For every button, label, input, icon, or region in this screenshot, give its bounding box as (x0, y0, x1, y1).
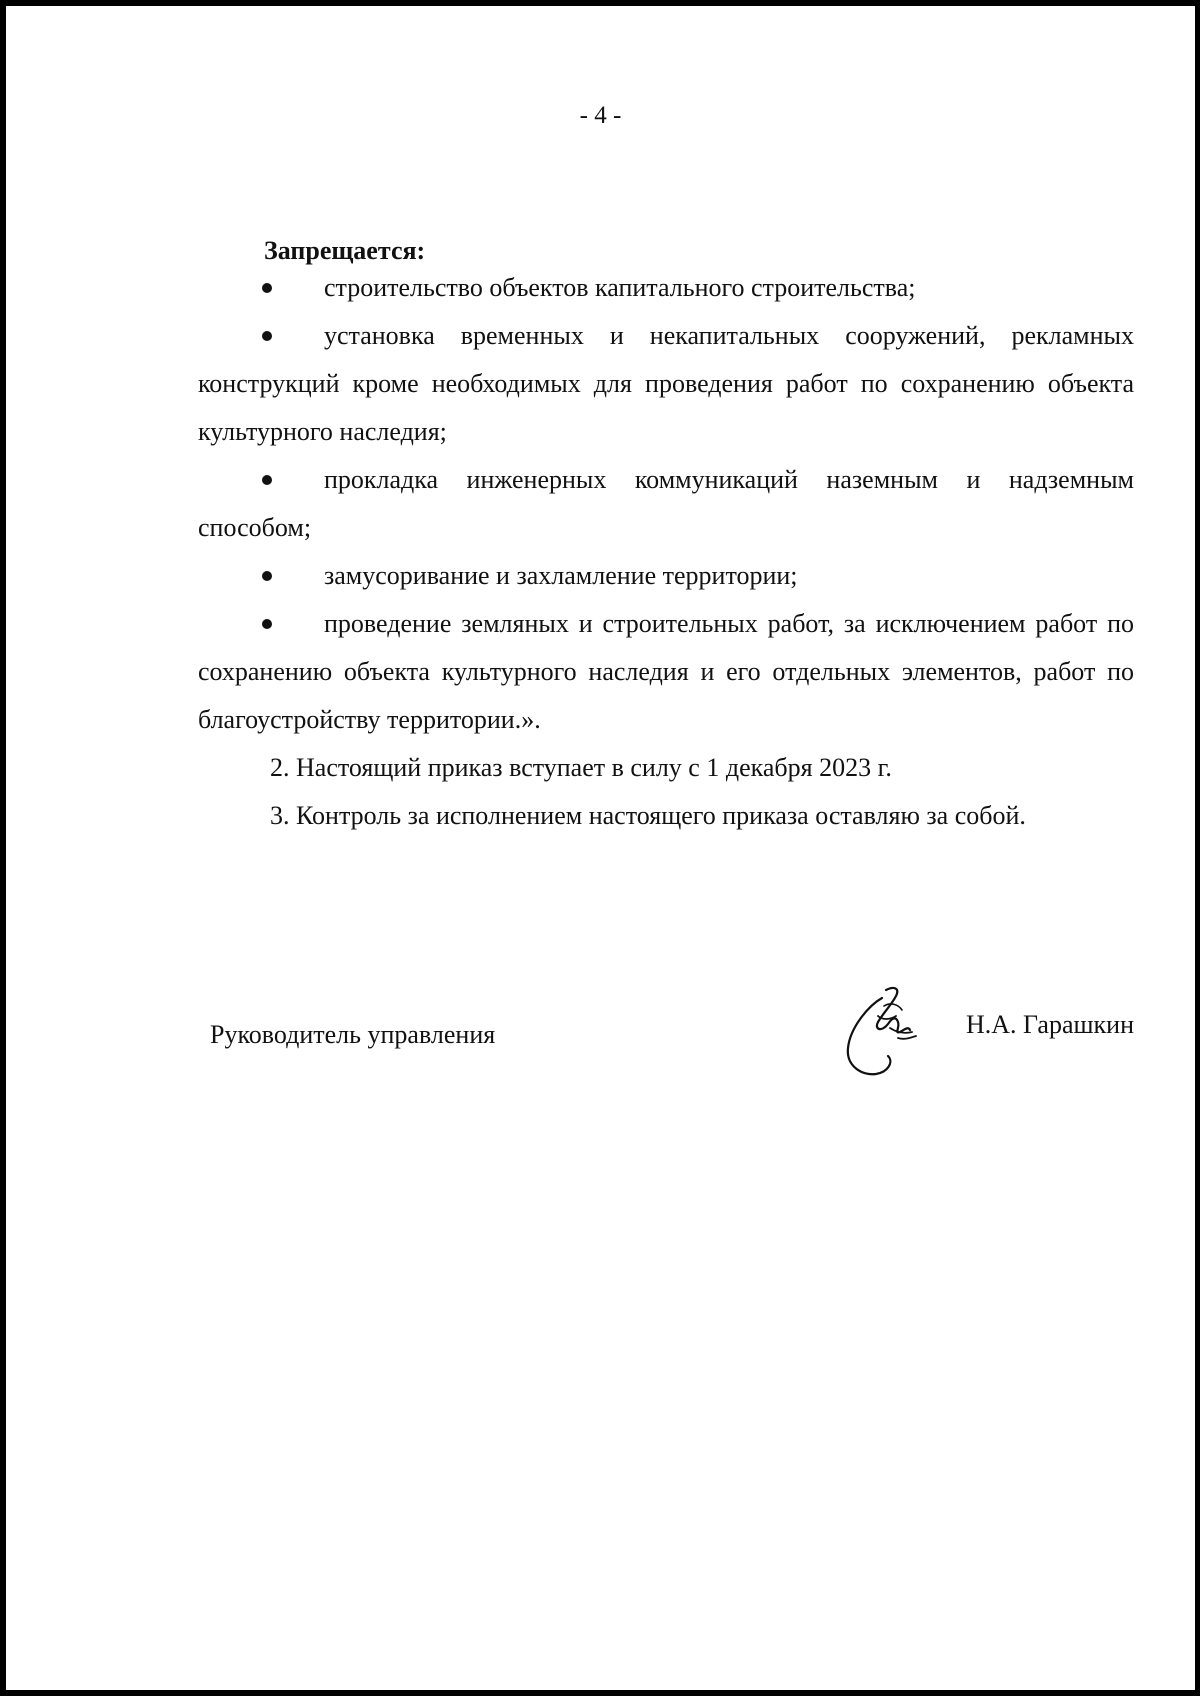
document-page (6, 6, 1195, 1690)
list-item-text: строительство объектов капитального строительства; (324, 273, 916, 302)
signer-name: Н.А. Гарашкин (966, 1010, 1134, 1039)
bullet-icon (262, 571, 272, 581)
list-item (198, 456, 1134, 552)
signature-block (198, 996, 1134, 1086)
paragraph-control: 3. Контроль за исполнением настоящего приказа оставляю за собой. (270, 801, 1026, 830)
handwritten-signature-icon (838, 976, 928, 1086)
signer-title: Руководитель управления (210, 1020, 496, 1049)
page-number: - 4 - (579, 102, 622, 129)
list-item (198, 312, 1134, 456)
list-item-text: замусоривание и захламление территории; (324, 561, 798, 590)
list-item-text: проведение земляных и строительных работ, за исключением работ по сохранению объекта культурного наследия и его отдельных элементов, работ по благоустройству территории.». (198, 609, 1134, 734)
list-item-text: установка временных и некапитальных сооружений, рекламных конструкций кроме необходимых для проведения работ по сохранению объекта культурного наследия; (198, 321, 1134, 446)
bullet-icon (262, 283, 272, 293)
bullet-icon (262, 475, 272, 485)
section-heading: Запрещается: (264, 236, 426, 265)
bullet-icon (262, 619, 272, 629)
document-body (198, 264, 1134, 840)
list-item (198, 600, 1134, 744)
list-item (198, 264, 1134, 312)
bullet-icon (262, 331, 272, 341)
list-item (198, 552, 1134, 600)
list-item-text: прокладка инженерных коммуникаций наземным и надземным способом; (198, 465, 1134, 542)
paragraph-effective-date: 2. Настоящий приказ вступает в силу с 1 декабря 2023 г. (270, 753, 892, 782)
